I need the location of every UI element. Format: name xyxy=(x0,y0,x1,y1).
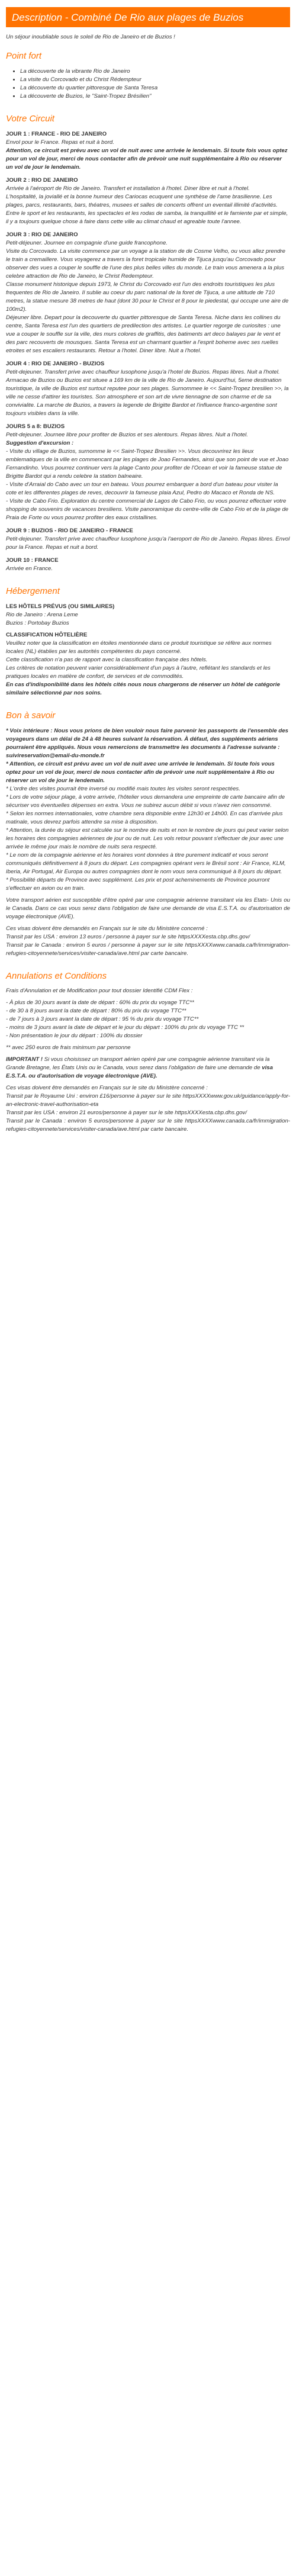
point-fort-list xyxy=(6,67,290,101)
day-title: JOUR 3 : RIO DE JANEIRO xyxy=(6,231,78,238)
day-title: JOURS 5 a 8: BUZIOS xyxy=(6,423,65,430)
classification-text: Cette classification n'a pas de rapport avec la classification française des hôtels. xyxy=(6,656,208,663)
list-item: • La découverte de Buzios, le "Saint-Tropez Brésilien" xyxy=(20,92,290,101)
hotel-line: Buzios : Portobay Buzios xyxy=(6,619,69,626)
info-item: * Possibilité départs de Province avec supplément. Les prix et post acheminements de Province pourront s'effectuer en avion ou en train. xyxy=(6,876,270,892)
day-4 xyxy=(6,360,290,418)
cancel-intro: Frais d'Annulation et de Modification pour tout dossier Identifié CDM Flex : xyxy=(6,988,193,995)
annulation-block xyxy=(6,987,290,1134)
cancel-item: - Non présentation le jour du départ : 100% du dossier xyxy=(6,1033,143,1040)
section-heading-annulation: Annulations et Conditions xyxy=(6,970,107,981)
day-text: Armacao de Buzios ou Buzios est situee a 169 km de la ville de Rio de Janeiro. Aujourd'hui, 5eme destination touristique, la ville de Buzios est surtout reputee pour ses plages. Surnommee le << Saint-Tropez bresilien >>, la ville ne cesse d'attirer les touristes. Son atmosphere et son art de vivre tiennagne de son charme et de sa convivialite. La marche de Buzios, a travers la legende de Brigitte Bardot et l'influence franco-argentine sont toujours visibles dans la ville. xyxy=(6,377,289,417)
info-item: * Attention, la durée du séjour est calculée sur le nombre de nuits et non le nombre de jours qui peut varier selon les horaires des compagnies aériennes de jour ou de nuit. Les vols retour pouvant s'effectuer de jour avec une arrivée le même jour mais le nombre de nuits sera respecté. xyxy=(6,826,289,850)
classification-note: En cas d'indisponibilité dans les hôtels cités nous nous chargerons de réserver un hôtel de catégorie similaire sélectionné par nos soins. xyxy=(6,681,280,696)
cancel-note: ** avec 250 euros de frais minimum par personne xyxy=(6,1044,131,1051)
day-title: JOUR 2 : RIO DE JANEIRO xyxy=(6,176,78,184)
day-text: Arrivée en France. xyxy=(6,565,53,572)
day-text: Petit-dejeuner. Journee libre pour profiter de Buzios et ses alentours. Repas libres. Nuit a l'hotel. xyxy=(6,431,248,438)
visa-text: Ces visas doivent être demandés en Français sur le site du Ministère concerné : xyxy=(6,1085,208,1092)
list-item: • La visite du Corcovado et du Christ Rédempteur xyxy=(20,76,290,84)
important-label: IMPORTANT ! xyxy=(6,1056,43,1063)
important-note xyxy=(6,1056,290,1080)
day-5-8 xyxy=(6,423,290,522)
day-title: JOUR 4 : RIO DE JANEIRO - BUZIOS xyxy=(6,360,105,367)
section-heading-bon-savoir: Bon à savoir xyxy=(6,710,56,721)
day-2 xyxy=(6,176,290,226)
day-text: L'hospitalité, la joviallé et la bonne humeur des Cariocas ecuquent une synthèse de l'ame brasilienne. Les plages, parcs, restaurants, bars, théatres, musees et salles de concerts offrent un eventail illimité d'activités. Entre le sport et les restaurants, les spectacles et les rodas de samba, la tranquillité et le farniente par et simple, il y a toujours quelque chose à faire dans cette ville au climat chaud et agreable toute l'annee. xyxy=(6,193,288,225)
day-text: Arrivée à l'aéroport de Rio de Janeiro. Transfert et installation à l'hotel. Diner libre et nuit à l'hotel. xyxy=(6,185,250,192)
day-text: Petit-dejeuner. Transfert prive avec chauffeur lusophone jusqu'a l'aeroport de Rio de Janeiro. Repas libres. Envol pour la France. Repas et nuit a bord. xyxy=(6,535,290,551)
list-item: • La découverte du quartier pittoresque de Santa Teresa xyxy=(20,84,290,92)
info-item: * Selon les normes internationales, votre chambre sera disponible entre 12h30 et 14h00. En cas d'arrivée plus matinale, vous devrez parfois attendre sa mise à disposition. xyxy=(6,810,283,825)
intro-text: Un séjour inoubliable sous le soleil de Rio de Janeiro et de Buzios ! xyxy=(6,34,175,40)
suggestion-title: Suggestion d'excursion : xyxy=(6,439,74,446)
day-text: Classe monument historique depuis 1973, le Christ du Corcovado est l'un des endroits touristiques les plus frequentes de Rio de Janeiro. Il sublie au coeur du parc national de la foret de Tijuca, a une altitude de 710 metres, la statue mesure 38 metres de haut (dont 30 pour le Christ et 8 pour le piedestal, qui occupe une aire de 100m2). xyxy=(6,281,289,313)
day-text: Petit-dejeuner. Transfert prive avec chauffeur lusophone jusqu'a l'hotel de Buzios. Repas libres. Nuit a l'hotel. xyxy=(6,368,280,375)
hebergement-block xyxy=(6,603,290,697)
cancel-item: - À plus de 30 jours avant la date de départ : 60% du prix du voyage TTC** xyxy=(6,999,194,1006)
day-text: Déjeuner libre. Depart pour la decouverte du quartier pittoresque de Santa Teresa. Niche dans les collines du centre, Santa Teresa est l'un des quartiers de predilection des artistes. Le quartier regorge de curiosites : une vue a couper le souffle sur la ville, des murs colores de graffitis, des batiments art deco balayes par le vent et des parc recouverts de mousques. Santa Teresa est un charmant quartier a l'esprit boheme avec ses ruelles etroites et ses escaliers restaurants. Retour a l'hotel. Diner libre. Nuit a l'hotel. xyxy=(6,314,281,354)
visa-text: Ces visas doivent être demandés en Français sur le site du Ministère concerné : xyxy=(6,925,208,932)
page-title: Description - Combiné De Rio aux plages de Buzios xyxy=(6,7,290,27)
visa-text: Transit par les USA : environ 13 euros / personne à payer sur le site httpsXXXXesta.cbp.dhs.gov/ xyxy=(6,933,250,940)
visa-text: Transit par le Canada : environ 5 euros/personne à payer sur le site httpsXXXXwww.canada.ca/fr/immigration-refugies-citoyennete/services/visiter-canada/ave.html par carte bancaire. xyxy=(6,1118,290,1133)
hotels-title: LES HÔTELS PRÉVUS (OU SIMILAIRES) xyxy=(6,603,115,610)
day-text: Petit-déjeuner. Journee en compagnie d'une guide francophone. xyxy=(6,239,168,246)
visa-text: Transit par les USA : environ 21 euros/personne à payer sur le site httpsXXXXesta.cbp.dhs.gov/ xyxy=(6,1109,247,1117)
day-text: Envol pour le France. Repas et nuit à bord. xyxy=(6,139,114,146)
day-title: JOUR 1 : FRANCE - RIO DE JANEIRO xyxy=(6,130,107,137)
contact-email[interactable]: suivireservation@email-du-monde.fr xyxy=(6,752,105,759)
day-note: Attention, ce circuit est prévu avec un vol de nuit avec une arrivée le lendemain. Si toute fois vous optez pour un vol de jour, merci de nous contacter afin de prévoir une nuit supplémentaire à Rio ou réserver un vol de jour le lendemain. xyxy=(6,147,288,171)
info-item: * Le nom de la compagnie aérienne et les horaires vont données à titre purement indicatif et vous seront communiqués définitivement à 8 jours du départ. Les compagnies opérant vers le Brésil sont : Air France, KLM, Iberia, Air Portugal, Air Europa ou autres compagnies dont le nom vous sera communiqué à 8 jours du départ. xyxy=(6,851,286,875)
classification-text: Les critères de notation peuvent varier considérablement d'un pays à l'autre, reflétant les standards et les pratiques locales en matière de confort, de services et de commodités. xyxy=(6,664,271,680)
visa-text: Transit par le Royaume Uni : environ £16/personne à payer sur le site httpsXXXXwww.gov.uk/guidance/apply-for-an-electronic-travel-authorisation-eta xyxy=(6,1093,290,1108)
suggestion-item: - Visite d'Arraial do Cabo avec un tour en bateau. Vous pourrez embarquer a bord d'un bateau pour visiter la cote et les differentes plages de reves, decouvrir la fameuse plaia Azul, Pedro do Macaco et Ronda de NS. xyxy=(6,481,278,496)
important-text: Si vous choisissez un transport aérien opéré par une compagnie aérienne transitant via la Grande Bretagne, les États Unis ou le Canada, vous serez dans l'obligation de faire une demande de xyxy=(6,1056,270,1072)
classification-text: Veuillez noter que la classification en étoiles mentionnée dans ce produit touristique se réfère aux normes locales (NL) établies par les autorités compétentes du pays concerné. xyxy=(6,639,272,655)
section-heading-hebergement: Hébergement xyxy=(6,586,60,596)
page xyxy=(0,7,296,1134)
info-item: * Lors de votre séjour plage, à votre arrivée, l'hôtelier vous demandera une empreinte de carte bancaire afin de sécuriser vos éventuelles dépenses en extra. Vous ne subirez aucun débit si vous n'avez rien consommé. xyxy=(6,793,285,809)
day-10 xyxy=(6,557,290,573)
info-bold: * Voix intérieure : Nous vous prions de bien vouloir nous faire parvenir les passeports de l'ensemble des voyageurs dans un délai de 24 à 48 heures suivant la réservation. À défaut, des suppléments aériens pourraient être appliqués. Nous vous remercions de transmettre les documents à l'adresse suivante : xyxy=(6,727,288,751)
suggestion-item: - Visite du village de Buzios, surnomme le << Saint-Tropez Bresilien >>. Vous decouvrirez les lieux emblematiques de la ville en commencant par les plages de Joao Fernandes, ainsi que son point de vue et Joao Fernandinho. Vous pourrez continuer vers la plage Canto pour profiter de l'Ocean et voir la fameuse statue de Brigitte Bardot qui a rendu celebre la station balneaire. xyxy=(6,448,289,480)
day-1 xyxy=(6,130,290,172)
cancel-item: - de 30 à 8 jours avant la date de départ : 80% du prix du voyage TTC** xyxy=(6,1008,186,1015)
section-heading-circuit: Votre Circuit xyxy=(6,113,54,124)
day-title: JOUR 9 : BUZIOS - RIO DE JANEIRO - FRANCE xyxy=(6,527,133,534)
hotel-line: Rio de Janeiro : Arena Leme xyxy=(6,611,78,618)
day-9 xyxy=(6,527,290,552)
suggestion-item: - Visite de Cabo Frio. Exploration du centre commercial de Lagos de Cabo Frio, ou vous pourrez effectuer votre shopping de souvenirs de vacances bresiliens. Visite panoramique du centre-ville de Cabo Frio et de la plage de Praia de Forte ou vous pourrez profiter des eaux cristallines. xyxy=(6,497,289,521)
section-heading-point-fort: Point fort xyxy=(6,51,42,61)
list-item: • La découverte de la vibrante Rio de Janeiro xyxy=(20,67,290,76)
day-3 xyxy=(6,231,290,355)
visa-text: Transit par le Canada : environ 5 euros / personne à payer sur le site httpsXXXXwww.canada.ca/fr/immigration-refugies-citoyennete/services/visiter-canada/ave.html par carte bancaire. xyxy=(6,941,290,957)
visa-text: Votre transport aérien est susceptible d'être opéré par une compagnie aérienne transitant via les Etats- Unis ou le Canada. Dans ce cas vous serez dans l'obligation de faire une demande de visa E.S.T.A. ou d'autorisation de voyage électronique (AVE). xyxy=(6,896,290,920)
day-title: JOUR 10 : FRANCE xyxy=(6,557,59,564)
cancel-item: - moins de 3 jours avant la date de départ et le jour du départ : 100% du prix du voyage TTC ** xyxy=(6,1024,244,1031)
classification-title: CLASSIFICATION HÔTELIÈRE xyxy=(6,631,88,638)
bon-savoir-block xyxy=(6,727,290,958)
day-text: Visite du Corcovado. La visite commence par un voyage a la station de de Cosme Velho, ou vous allez prendre le train a cremaillere. Vous voyagerez a travers la foret tropicale humide de Tijuca jusqu'au Corcovado pour observer des vues a couper le souffle de l'une des plus belles villes du monde. Le train vous amenera a la plus celebre attraction de Rio de Janeiro, le Christ Redempteur. xyxy=(6,247,285,279)
cancel-item: - de 7 jours à 3 jours avant la date de départ : 95 % du prix du voyage TTC** xyxy=(6,1016,199,1023)
info-item: * L'ordre des visites pourrait être inversé ou modifié mais toutes les visites seront respectées. xyxy=(6,785,240,792)
info-bold: * Attention, ce circuit est prévu avec un vol de nuit avec une arrivée le lendemain. Si toute fois vous optez pour un vol de jour, merci de nous contacter afin de prévoir une nuit supplémentaire à Rio ou réserver un vol de jour le lendemain. xyxy=(6,760,275,784)
important-visa: visa E.S.T.A. ou d'autorisation de voyage électronique (AVE). xyxy=(6,1065,273,1080)
